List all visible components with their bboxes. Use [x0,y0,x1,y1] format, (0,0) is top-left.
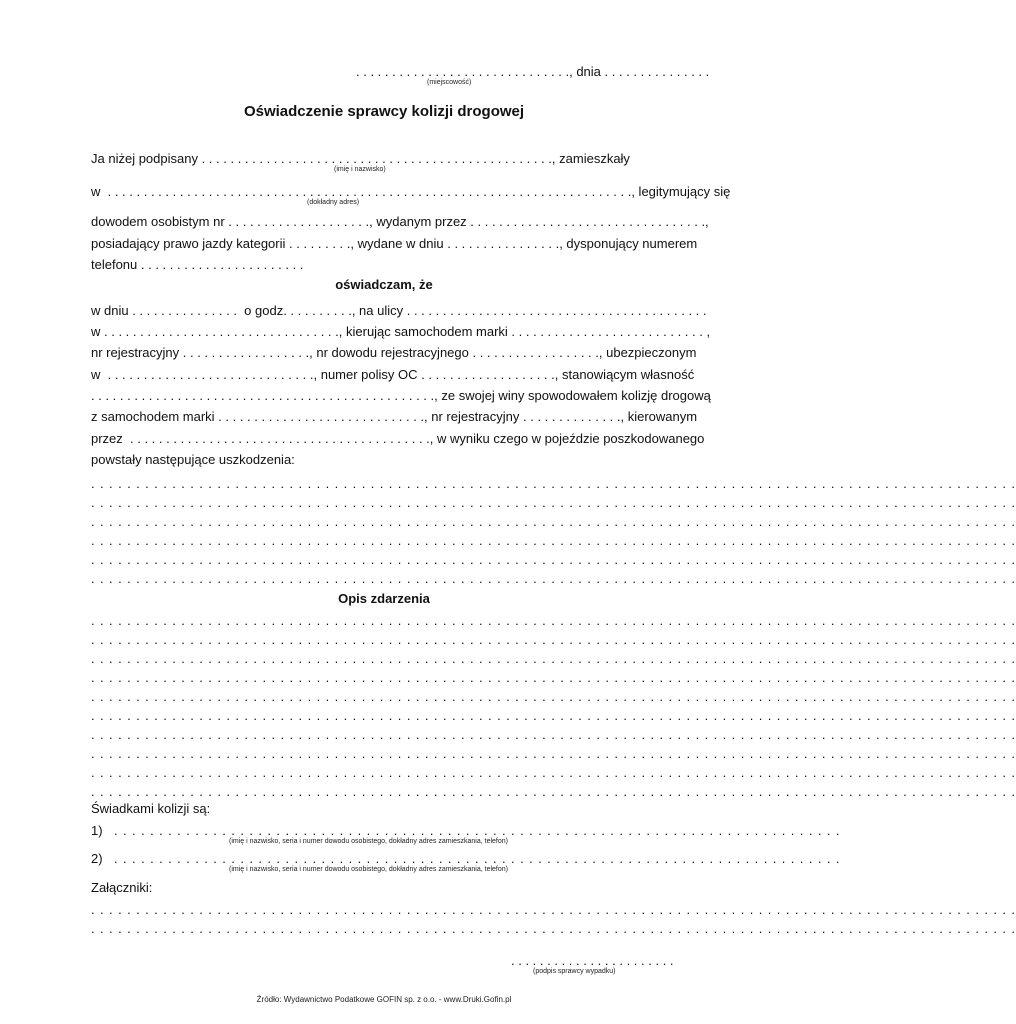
place-date-line[interactable]: . . . . . . . . . . . . . . . . . . . . . . . . . . . . . ., dnia . . . . . . . . . . . . . . . [356,64,710,79]
declaration-line-5[interactable]: . . . . . . . . . . . . . . . . . . . . . . . . . . . . . . . . . . . . . . . . . . . . . . . ., ze swojej winy spowodowałem kolizję drogową [91,388,711,403]
event-line[interactable]: . . . . . . . . . . . . . . . . . . . . . . . . . . . . . . . . . . . . . . . . . . . . . . . . . . . . . . . . . . . . . . . . . . . . . . . . . . . . . . . . . . . . . . . . . . . . . . . . . . . . . . . [91,784,1016,799]
damage-line[interactable]: . . . . . . . . . . . . . . . . . . . . . . . . . . . . . . . . . . . . . . . . . . . . . . . . . . . . . . . . . . . . . . . . . . . . . . . . . . . . . . . . . . . . . . . . . . . . . . . . . . . . . . . [91,514,1016,529]
declaration-line-7[interactable]: przez . . . . . . . . . . . . . . . . . . . . . . . . . . . . . . . . . . . . . . . . . ., w wyniku czego w pojeździe poszkodowanego [91,431,705,446]
event-line[interactable]: . . . . . . . . . . . . . . . . . . . . . . . . . . . . . . . . . . . . . . . . . . . . . . . . . . . . . . . . . . . . . . . . . . . . . . . . . . . . . . . . . . . . . . . . . . . . . . . . . . . . . . . [91,708,1016,723]
attachments-label: Załączniki: [91,880,153,895]
witness-1-number: 1) [91,823,103,838]
intro-address-line[interactable] [91,184,731,200]
address-dots[interactable]: w . . . . . . . . . . . . . . . . . . . . . . . . . . . . . . . . . . . . . . . . . . . . . . . . . . . . . . . . . . . . . . . . . . . . . . . . . [91,184,632,199]
damage-line[interactable]: . . . . . . . . . . . . . . . . . . . . . . . . . . . . . . . . . . . . . . . . . . . . . . . . . . . . . . . . . . . . . . . . . . . . . . . . . . . . . . . . . . . . . . . . . . . . . . . . . . . . . . . [91,476,1016,491]
address-hint: (dokładny adres) [307,199,360,206]
witnesses-label: Świadkami kolizji są: [91,801,211,816]
event-line[interactable]: . . . . . . . . . . . . . . . . . . . . . . . . . . . . . . . . . . . . . . . . . . . . . . . . . . . . . . . . . . . . . . . . . . . . . . . . . . . . . . . . . . . . . . . . . . . . . . . . . . . . . . . [91,765,1016,780]
event-heading: Opis zdarzenia [338,591,430,606]
intro-phone-line[interactable]: telefonu . . . . . . . . . . . . . . . . . . . . . . . [91,257,304,272]
document-title: Oświadczenie sprawcy kolizji drogowej [243,103,525,120]
signature-line[interactable]: . . . . . . . . . . . . . . . . . . . . . . . [511,953,674,968]
declaration-line-8: powstały następujące uszkodzenia: [91,452,295,467]
address-suffix: , legitymujący się [631,184,731,199]
witness-2-line[interactable]: . . . . . . . . . . . . . . . . . . . . . . . . . . . . . . . . . . . . . . . . . . . . . . . . . . . . . . . . . . . . . . . . . . . . . . . . . . . . . . . . . [114,851,841,866]
declaration-line-6[interactable]: z samochodem marki . . . . . . . . . . . . . . . . . . . . . . . . . . . . ., nr rejestracyjny . . . . . . . . . . . . . ., kierowanym [91,409,698,424]
event-line[interactable]: . . . . . . . . . . . . . . . . . . . . . . . . . . . . . . . . . . . . . . . . . . . . . . . . . . . . . . . . . . . . . . . . . . . . . . . . . . . . . . . . . . . . . . . . . . . . . . . . . . . . . . . [91,689,1016,704]
damage-line[interactable]: . . . . . . . . . . . . . . . . . . . . . . . . . . . . . . . . . . . . . . . . . . . . . . . . . . . . . . . . . . . . . . . . . . . . . . . . . . . . . . . . . . . . . . . . . . . . . . . . . . . . . . . [91,552,1016,567]
event-line[interactable]: . . . . . . . . . . . . . . . . . . . . . . . . . . . . . . . . . . . . . . . . . . . . . . . . . . . . . . . . . . . . . . . . . . . . . . . . . . . . . . . . . . . . . . . . . . . . . . . . . . . . . . . [91,670,1016,685]
name-hint: (imię i nazwisko) [334,166,386,173]
event-line[interactable]: . . . . . . . . . . . . . . . . . . . . . . . . . . . . . . . . . . . . . . . . . . . . . . . . . . . . . . . . . . . . . . . . . . . . . . . . . . . . . . . . . . . . . . . . . . . . . . . . . . . . . . . [91,727,1016,742]
witness-2-hint: (imię i nazwisko, seria i numer dowodu osobistego, dokładny adres zamieszkania, telefon) [229,866,508,873]
source-footer: Źródło: Wydawnictwo Podatkowe GOFIN sp. z o.o. - www.Druki.Gofin.pl [256,995,512,1004]
intro-id-line[interactable]: dowodem osobistym nr . . . . . . . . . . . . . . . . . . . ., wydanym przez . . . . . . . . . . . . . . . . . . . . . . . . . . . . . . . . ., [91,214,709,229]
intro-license-line[interactable]: posiadający prawo jazdy kategorii . . . . . . . . ., wydane w dniu . . . . . . . . . . . . . . . ., dysponujący numerem [91,236,698,251]
attachment-line[interactable]: . . . . . . . . . . . . . . . . . . . . . . . . . . . . . . . . . . . . . . . . . . . . . . . . . . . . . . . . . . . . . . . . . . . . . . . . . . . . . . . . . . . . . . . . . . . . . . . . . . . . . . . [91,902,1016,917]
declaration-line-2[interactable]: w . . . . . . . . . . . . . . . . . . . . . . . . . . . . . . . . ., kierując samochodem marki . . . . . . . . . . . . . . . . . . . . . . . . . . . , [91,324,711,339]
damage-line[interactable]: . . . . . . . . . . . . . . . . . . . . . . . . . . . . . . . . . . . . . . . . . . . . . . . . . . . . . . . . . . . . . . . . . . . . . . . . . . . . . . . . . . . . . . . . . . . . . . . . . . . . . . . [91,533,1016,548]
event-line[interactable]: . . . . . . . . . . . . . . . . . . . . . . . . . . . . . . . . . . . . . . . . . . . . . . . . . . . . . . . . . . . . . . . . . . . . . . . . . . . . . . . . . . . . . . . . . . . . . . . . . . . . . . . [91,746,1016,761]
event-line[interactable]: . . . . . . . . . . . . . . . . . . . . . . . . . . . . . . . . . . . . . . . . . . . . . . . . . . . . . . . . . . . . . . . . . . . . . . . . . . . . . . . . . . . . . . . . . . . . . . . . . . . . . . . [91,651,1016,666]
place-hint: (miejscowość) [427,79,472,86]
damage-line[interactable]: . . . . . . . . . . . . . . . . . . . . . . . . . . . . . . . . . . . . . . . . . . . . . . . . . . . . . . . . . . . . . . . . . . . . . . . . . . . . . . . . . . . . . . . . . . . . . . . . . . . . . . . [91,495,1016,510]
declaration-line-1[interactable]: w dniu . . . . . . . . . . . . . . . o godz. . . . . . . . . ., na ulicy . . . . . . . . . . . . . . . . . . . . . . . . . . . . . . . . . . . . . . . . . . [91,303,707,318]
declaration-line-3[interactable]: nr rejestracyjny . . . . . . . . . . . . . . . . . ., nr dowodu rejestracyjnego . . . . . . . . . . . . . . . . . ., ubezpieczonym [91,345,697,360]
declaration-line-4[interactable]: w . . . . . . . . . . . . . . . . . . . . . . . . . . . . ., numer polisy OC . . . . . . . . . . . . . . . . . . ., stanowiącym własność [91,367,695,382]
declare-heading: oświadczam, że [335,277,433,292]
event-line[interactable]: . . . . . . . . . . . . . . . . . . . . . . . . . . . . . . . . . . . . . . . . . . . . . . . . . . . . . . . . . . . . . . . . . . . . . . . . . . . . . . . . . . . . . . . . . . . . . . . . . . . . . . . [91,613,1016,628]
witness-1-line[interactable]: . . . . . . . . . . . . . . . . . . . . . . . . . . . . . . . . . . . . . . . . . . . . . . . . . . . . . . . . . . . . . . . . . . . . . . . . . . . . . . . . . [114,823,841,838]
attachment-line[interactable]: . . . . . . . . . . . . . . . . . . . . . . . . . . . . . . . . . . . . . . . . . . . . . . . . . . . . . . . . . . . . . . . . . . . . . . . . . . . . . . . . . . . . . . . . . . . . . . . . . . . . . . . [91,921,1016,936]
intro-name-line[interactable]: Ja niżej podpisany . . . . . . . . . . . . . . . . . . . . . . . . . . . . . . . . . . . . . . . . . . . . . . . . ., zamieszkały [91,151,630,166]
event-line[interactable]: . . . . . . . . . . . . . . . . . . . . . . . . . . . . . . . . . . . . . . . . . . . . . . . . . . . . . . . . . . . . . . . . . . . . . . . . . . . . . . . . . . . . . . . . . . . . . . . . . . . . . . . [91,632,1016,647]
damage-line[interactable]: . . . . . . . . . . . . . . . . . . . . . . . . . . . . . . . . . . . . . . . . . . . . . . . . . . . . . . . . . . . . . . . . . . . . . . . . . . . . . . . . . . . . . . . . . . . . . . . . . . . . . . . [91,571,1016,586]
signature-hint: (podpis sprawcy wypadku) [533,968,616,975]
witness-2-number: 2) [91,851,103,866]
witness-1-hint: (imię i nazwisko, seria i numer dowodu osobistego, dokładny adres zamieszkania, telefon) [229,838,508,845]
